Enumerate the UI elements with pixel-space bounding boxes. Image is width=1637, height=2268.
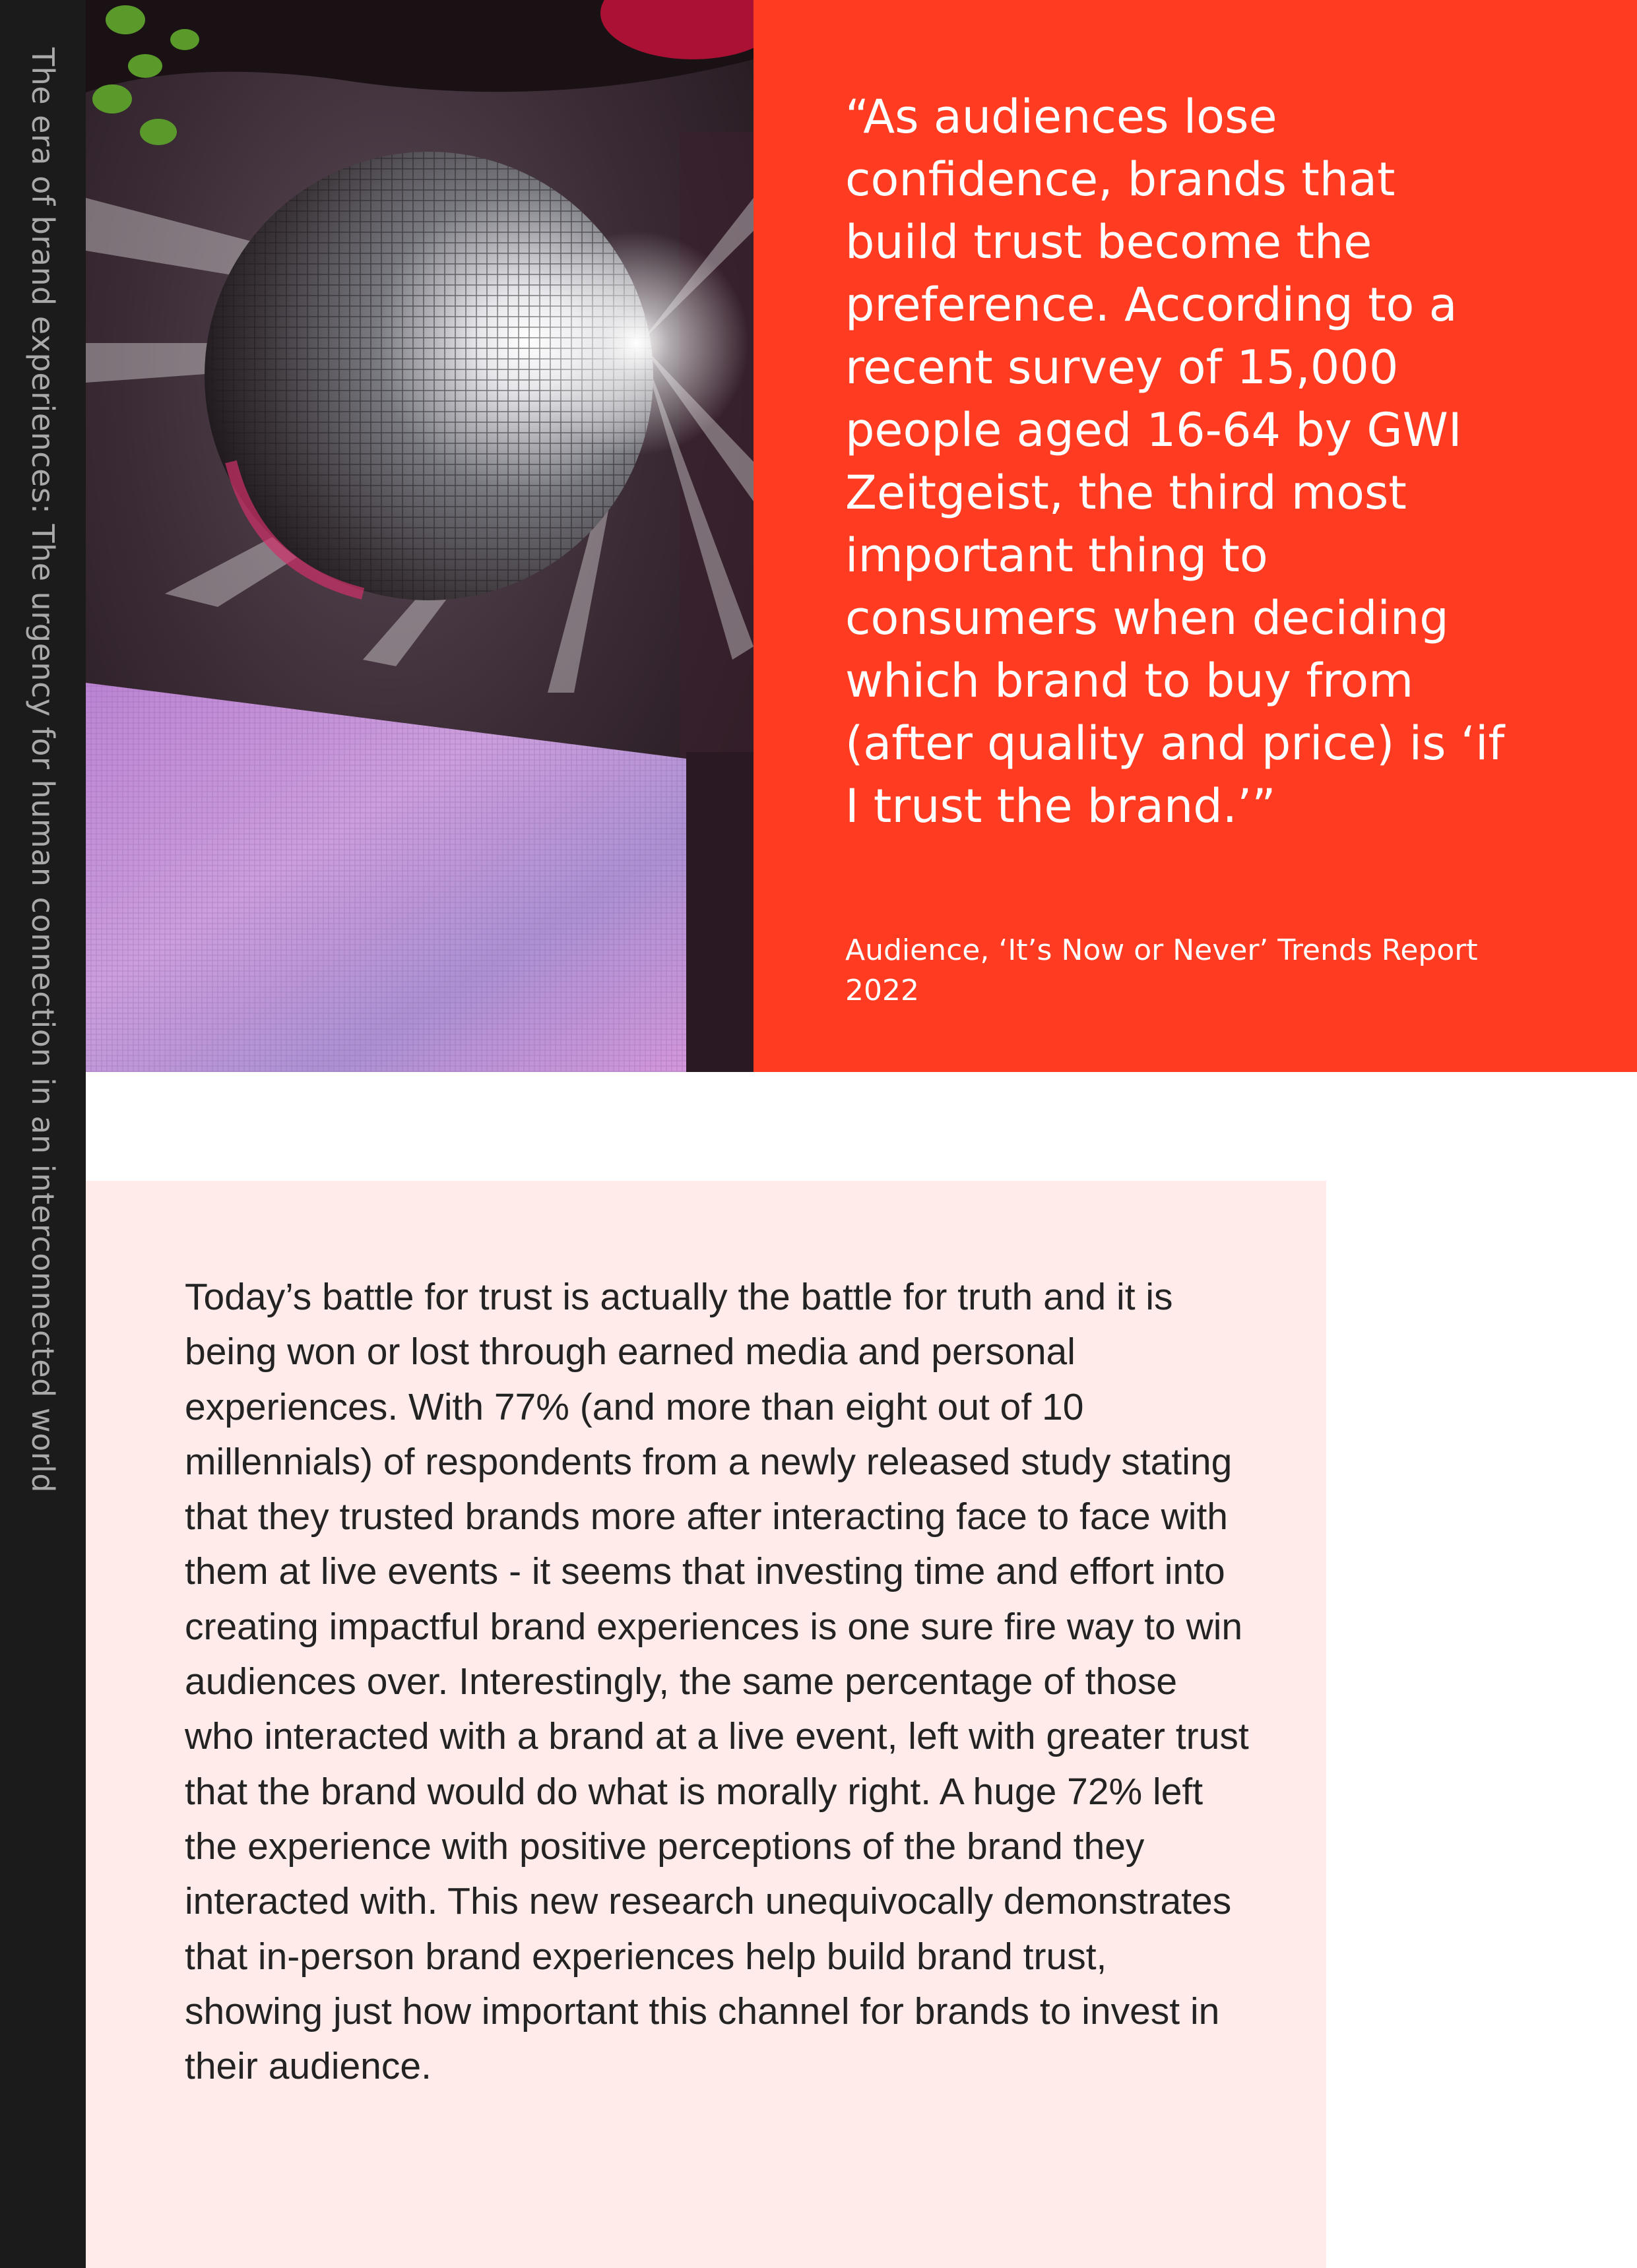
quote-panel bbox=[754, 0, 1637, 1072]
sidebar bbox=[0, 0, 86, 2268]
quote-source: Audience, ‘It’s Now or Never’ Trends Report 2022 bbox=[845, 933, 1478, 1007]
body-paragraph: Today’s battle for trust is actually the battle for truth and it is being won or lost through earned media and personal experiences. With 77% (and more than eight out of 10 millennials) of respondents from a newly released study stating that they trusted brands more after interacting face to face with them at live events - it seems that investing time and effort into creating impactful brand experiences is one sure fire way to win audiences over. Interestingly, the same percentage of those who interacted with a brand at a live event, left with greater trust that the brand would do what is morally right. A huge 72% left the experience with positive perceptions of the brand they interacted with. This new research unequivocally demonstrates that in-person brand experiences help build brand trust, showing just how important this channel for brands to invest in their audience. bbox=[185, 1276, 1249, 2088]
body-panel bbox=[86, 1181, 1326, 2268]
pull-quote: “As audiences lose confidence, brands that build trust become the preference. According to a recent survey of 15,000 people aged 16-64 by GWI Zeitgeist, the third most important thing to consumers when deciding which brand to buy from (after quality and price) is ‘if I trust the brand.’” bbox=[845, 90, 1505, 833]
running-title: The era of brand experiences: The urgency for human connection in an interconnected world bbox=[25, 47, 61, 1494]
disco-ball-photo bbox=[86, 0, 754, 1072]
